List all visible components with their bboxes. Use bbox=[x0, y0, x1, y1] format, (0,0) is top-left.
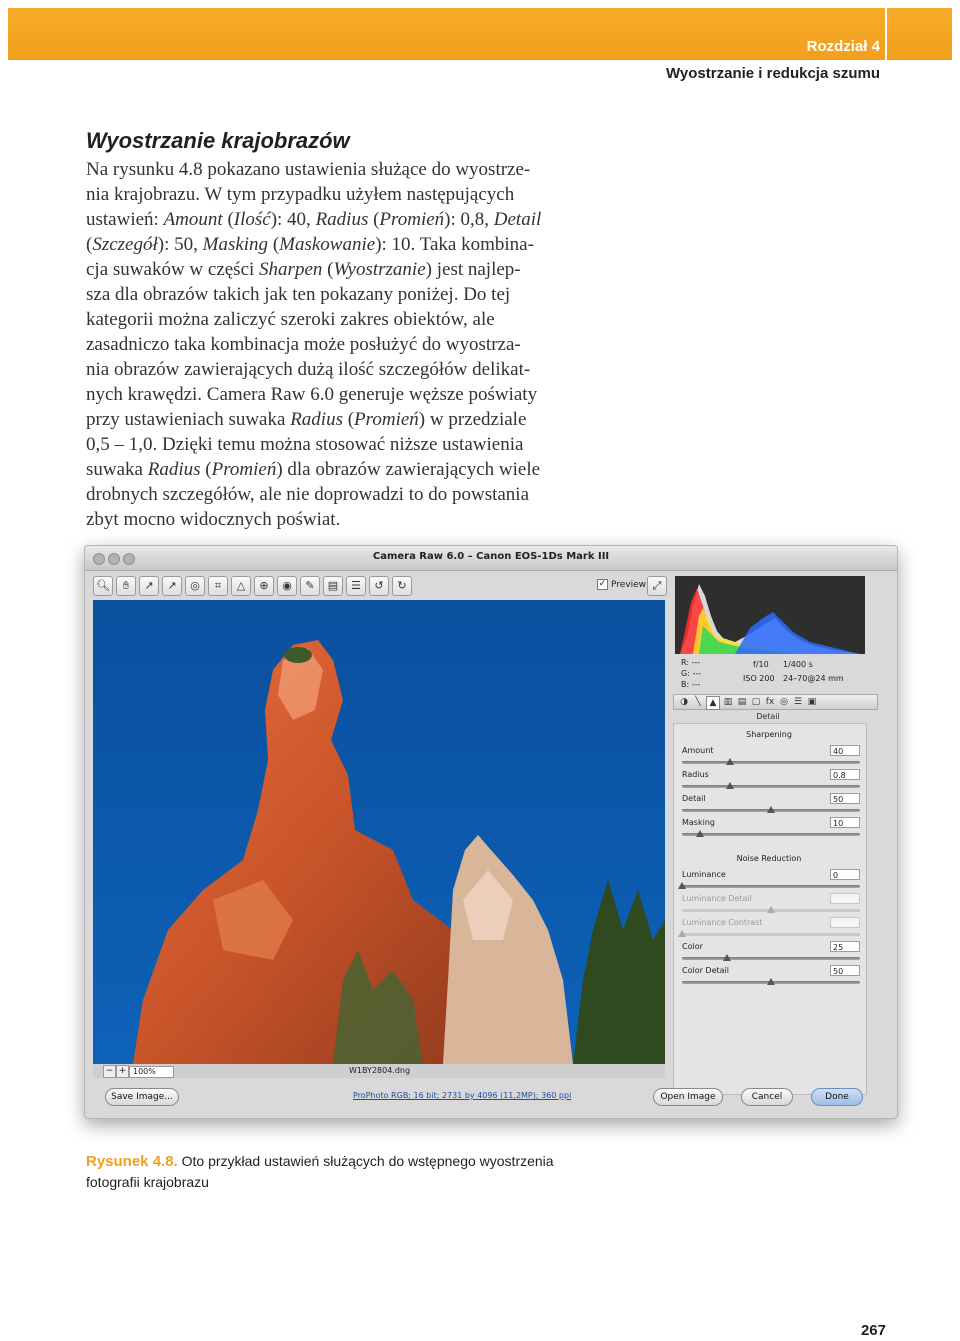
panel-name: Detail bbox=[756, 712, 780, 721]
panel-tabs bbox=[673, 694, 878, 710]
hsl-tab-icon[interactable]: ▥ bbox=[723, 697, 733, 707]
preferences-icon[interactable]: ☰ bbox=[346, 576, 366, 596]
noise-slider-thumb[interactable] bbox=[678, 882, 686, 889]
green-readout: G: --- bbox=[681, 669, 702, 678]
noise-slider-track[interactable] bbox=[682, 957, 860, 960]
sharpening-slider-track[interactable] bbox=[682, 785, 860, 788]
adjustments-panel bbox=[673, 576, 891, 1076]
crop-tool-icon[interactable]: ⌗ bbox=[208, 576, 228, 596]
aperture-readout: f/10 bbox=[753, 660, 769, 669]
noise-slider-thumb[interactable] bbox=[723, 954, 731, 961]
chapter-label: Rozdział 4 bbox=[806, 38, 880, 55]
window-titlebar bbox=[85, 546, 897, 571]
red-eye-tool-icon[interactable]: ◉ bbox=[277, 576, 297, 596]
body-line: 0,5 – 1,0. Dzięki temu można stosować niższe ustawienia bbox=[86, 434, 524, 455]
body-line: nia obrazów zawierających dużą ilość szczegółów delikat- bbox=[86, 359, 531, 380]
sharpening-value-field[interactable]: 10 bbox=[830, 817, 860, 828]
effects-tab-icon[interactable]: fx bbox=[765, 697, 775, 707]
straighten-tool-icon[interactable]: △ bbox=[231, 576, 251, 596]
noise-reduction-title: Noise Reduction bbox=[736, 854, 802, 863]
noise-value-field[interactable]: 0 bbox=[830, 869, 860, 880]
body-line: Na rysunku 4.8 pokazano ustawienia służące do wyostrze- bbox=[86, 159, 531, 180]
noise-slider-label: Luminance Contrast bbox=[682, 918, 763, 927]
histogram-graph bbox=[675, 576, 865, 654]
noise-slider-label: Color bbox=[682, 942, 703, 951]
presets-tab-icon[interactable]: ☰ bbox=[793, 697, 803, 707]
sharpening-slider-row bbox=[682, 818, 862, 840]
histogram bbox=[675, 576, 865, 654]
noise-slider-thumb[interactable] bbox=[767, 906, 775, 913]
iso-readout: ISO 200 bbox=[743, 674, 775, 683]
sharpening-slider-label: Masking bbox=[682, 818, 715, 827]
sharpening-slider-row bbox=[682, 746, 862, 768]
noise-slider-row bbox=[682, 870, 862, 892]
body-line: cja suwaków w części Sharpen (Wyostrzanie) jest najlep- bbox=[86, 259, 521, 280]
chapter-subtitle: Wyostrzanie i redukcja szumu bbox=[666, 65, 880, 82]
detail-tab-icon[interactable]: ▲ bbox=[706, 696, 720, 710]
noise-slider-thumb[interactable] bbox=[678, 930, 686, 937]
zoom-in-button[interactable]: + bbox=[116, 1065, 129, 1078]
section-title: Wyostrzanie krajobrazów bbox=[86, 128, 350, 153]
targeted-adjustment-tool-icon[interactable]: ◎ bbox=[185, 576, 205, 596]
lens-corrections-tab-icon[interactable]: ▢ bbox=[751, 697, 761, 707]
shutter-readout: 1/400 s bbox=[783, 660, 813, 669]
done-button[interactable]: Done bbox=[811, 1088, 863, 1106]
noise-value-field[interactable] bbox=[830, 893, 860, 904]
caption-label: Rysunek 4.8. bbox=[86, 1153, 178, 1170]
body-line: zasadniczo taka kombinacja może posłużyć do wyostrza- bbox=[86, 334, 521, 355]
red-readout: R: --- bbox=[681, 658, 701, 667]
sharpening-slider-track[interactable] bbox=[682, 833, 860, 836]
preview-toggle[interactable] bbox=[597, 579, 646, 590]
noise-slider-label: Color Detail bbox=[682, 966, 729, 975]
figure-caption bbox=[86, 1151, 566, 1193]
noise-slider-row bbox=[682, 966, 862, 988]
sharpening-value-field[interactable]: 50 bbox=[830, 793, 860, 804]
body-line: przy ustawieniach suwaka Radius (Promień) w przedziale bbox=[86, 409, 527, 430]
sharpening-slider-row bbox=[682, 794, 862, 816]
window-title: Camera Raw 6.0 – Canon EOS-1Ds Mark III bbox=[372, 551, 610, 562]
blue-readout: B: --- bbox=[681, 680, 701, 689]
adjustment-brush-icon[interactable]: ✎ bbox=[300, 576, 320, 596]
cancel-button[interactable]: Cancel bbox=[741, 1088, 793, 1106]
sharpening-slider-row bbox=[682, 770, 862, 792]
zoom-out-button[interactable]: − bbox=[103, 1065, 116, 1078]
color-sampler-tool-icon[interactable]: ↗ bbox=[162, 576, 182, 596]
camera-calibration-tab-icon[interactable]: ◎ bbox=[780, 697, 788, 707]
sharpening-value-field[interactable]: 0.8 bbox=[830, 769, 860, 780]
body-line: (Szczegół): 50, Masking (Maskowanie): 10. Taka kombina- bbox=[86, 234, 534, 255]
save-image-button[interactable]: Save Image... bbox=[105, 1088, 179, 1106]
rotate-left-icon[interactable]: ↺ bbox=[369, 576, 389, 596]
noise-slider-track[interactable] bbox=[682, 885, 860, 888]
sharpening-slider-thumb[interactable] bbox=[767, 806, 775, 813]
basic-tab-icon[interactable]: ◑ bbox=[680, 697, 688, 707]
header-divider bbox=[885, 8, 887, 60]
file-name: W1BY2804.dng bbox=[349, 1066, 411, 1075]
spot-removal-tool-icon[interactable]: ⊕ bbox=[254, 576, 274, 596]
sharpening-title: Sharpening bbox=[746, 730, 792, 739]
sharpening-value-field[interactable]: 40 bbox=[830, 745, 860, 756]
body-line: kategorii można zaliczyć szeroki zakres obiektów, ale bbox=[86, 309, 495, 330]
lens-readout: 24–70@24 mm bbox=[783, 674, 844, 683]
body-line: zbyt mocno widocznych poświat. bbox=[86, 509, 341, 530]
noise-slider-label: Luminance bbox=[682, 870, 726, 879]
sharpening-slider-thumb[interactable] bbox=[696, 830, 704, 837]
sharpening-slider-thumb[interactable] bbox=[726, 758, 734, 765]
preview-checkbox[interactable]: ✓ bbox=[598, 579, 607, 589]
fullscreen-icon[interactable]: ⤢ bbox=[647, 576, 667, 596]
sharpening-slider-label: Detail bbox=[682, 794, 706, 803]
tone-curve-tab-icon[interactable]: ╲ bbox=[695, 697, 701, 707]
noise-value-field[interactable]: 25 bbox=[830, 941, 860, 952]
zoom-level-select[interactable]: 100% bbox=[129, 1066, 174, 1078]
body-line: nia krajobrazu. W tym przypadku użyłem następujących bbox=[86, 184, 515, 205]
noise-slider-thumb[interactable] bbox=[767, 978, 775, 985]
rotate-right-icon[interactable]: ↻ bbox=[392, 576, 412, 596]
hand-tool-icon[interactable]: ✋︎ bbox=[116, 576, 136, 596]
preview-label: Preview bbox=[611, 579, 647, 590]
body-line: nych krawędzi. Camera Raw 6.0 generuje węższe poświaty bbox=[86, 384, 538, 405]
noise-value-field[interactable]: 50 bbox=[830, 965, 860, 976]
zoom-tool-icon[interactable]: 🔍︎ bbox=[93, 576, 113, 596]
detail-panel bbox=[673, 723, 867, 1095]
noise-slider-row bbox=[682, 942, 862, 964]
tool-bar bbox=[93, 576, 412, 598]
body-paragraph bbox=[86, 157, 586, 532]
workflow-options-link[interactable]: ProPhoto RGB; 16 bit; 2731 by 4096 (11,2MP); 360 ppi bbox=[353, 1091, 572, 1100]
sharpening-slider-thumb[interactable] bbox=[726, 782, 734, 789]
noise-slider-row bbox=[682, 918, 862, 940]
noise-slider-label: Luminance Detail bbox=[682, 894, 752, 903]
graduated-filter-icon[interactable]: ▤ bbox=[323, 576, 343, 596]
noise-slider-track[interactable] bbox=[682, 933, 860, 936]
split-toning-tab-icon[interactable]: ▤ bbox=[737, 697, 747, 707]
camera-raw-window bbox=[84, 545, 898, 1119]
sharpening-slider-label: Amount bbox=[682, 746, 714, 755]
noise-slider-row bbox=[682, 894, 862, 916]
snapshots-tab-icon[interactable]: ▣ bbox=[807, 697, 817, 707]
photo-preview[interactable] bbox=[93, 600, 665, 1064]
noise-value-field[interactable] bbox=[830, 917, 860, 928]
sharpening-slider-track[interactable] bbox=[682, 761, 860, 764]
body-line: ustawień: Amount (Ilość): 40, Radius (Promień): 0,8, Detail bbox=[86, 209, 542, 230]
white-balance-tool-icon[interactable]: ↗ bbox=[139, 576, 159, 596]
body-line: suwaka Radius (Promień) dla obrazów zawierających wiele bbox=[86, 459, 541, 480]
sharpening-slider-label: Radius bbox=[682, 770, 709, 779]
open-image-button[interactable]: Open Image bbox=[653, 1088, 723, 1106]
caption-text: Oto przykład ustawień służących do wstępnego wyostrzenia fotografii krajobrazu bbox=[86, 1153, 554, 1190]
page-number: 267 bbox=[860, 1322, 886, 1339]
landscape-photo bbox=[93, 600, 665, 1064]
body-line: sza dla obrazów takich jak ten pokazany poniżej. Do tej bbox=[86, 284, 511, 305]
preview-status-bar bbox=[93, 1064, 665, 1078]
rgb-readout bbox=[673, 658, 873, 692]
window-footer bbox=[85, 1082, 897, 1118]
body-line: drobnych szczegółów, ale nie doprowadzi to do powstania bbox=[86, 484, 530, 505]
